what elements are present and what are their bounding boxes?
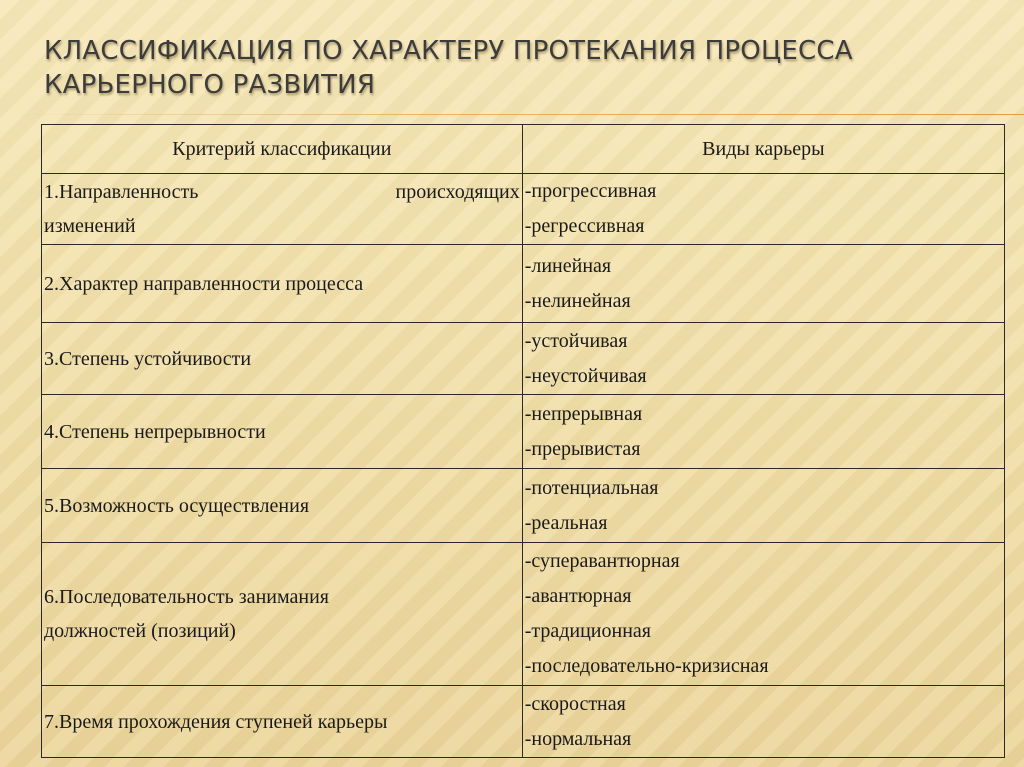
criterion-word: 1.Направленность	[44, 181, 199, 203]
types-cell	[522, 469, 1004, 543]
career-type: -авантюрная	[524, 585, 632, 607]
criterion-line: изменений	[44, 215, 136, 237]
types-cell	[522, 395, 1004, 469]
criterion-cell: 2.Характер направленности процесса	[42, 245, 523, 323]
slide-title: КЛАССИФИКАЦИЯ ПО ХАРАКТЕРУ ПРОТЕКАНИЯ ПРОЦЕССА КАРЬЕРНОГО РАЗВИТИЯ	[44, 36, 853, 100]
header-career-types: Виды карьеры	[522, 125, 1004, 174]
career-type: -неустойчивая	[524, 364, 647, 387]
table-row	[42, 686, 1005, 758]
table-row	[42, 469, 1005, 543]
career-type: -прогрессивная	[524, 180, 657, 202]
career-type: -прерывистая	[524, 437, 641, 460]
table-row	[42, 245, 1005, 323]
table-row	[42, 395, 1005, 469]
table-header-row	[42, 125, 1005, 174]
table-row	[42, 323, 1005, 395]
criterion-word: происходящих	[395, 181, 520, 203]
career-type: -потенциальная	[524, 476, 659, 499]
criterion-cell	[42, 543, 523, 686]
career-type: -традиционная	[524, 620, 651, 642]
types-cell	[522, 323, 1004, 395]
types-cell	[522, 245, 1004, 323]
types-cell	[522, 543, 1004, 686]
types-cell	[522, 686, 1004, 758]
career-type: -суперавантюрная	[524, 550, 680, 572]
career-type: -непрерывная	[524, 402, 643, 425]
classification-table	[41, 124, 1005, 758]
career-type: -реальная	[524, 511, 608, 534]
career-type: -устойчивая	[524, 329, 628, 352]
career-type: -регрессивная	[524, 215, 645, 237]
career-type: -скоростная	[524, 692, 626, 715]
criterion-line	[44, 175, 520, 209]
table-row	[42, 543, 1005, 686]
criterion-line: должностей (позиций)	[44, 620, 236, 642]
criterion-cell: 4.Степень непрерывности	[42, 395, 523, 469]
table-row	[42, 174, 1005, 245]
criterion-cell: 3.Степень устойчивости	[42, 323, 523, 395]
criterion-cell: 5.Возможность осуществления	[42, 469, 523, 543]
criterion-cell	[42, 174, 523, 245]
career-type: -последовательно-кризисная	[524, 655, 769, 677]
career-type: -нормальная	[524, 727, 632, 750]
career-type: -нелинейная	[524, 289, 631, 312]
career-type: -линейная	[524, 254, 612, 277]
criterion-line: 6.Последовательность занимания	[44, 586, 329, 608]
criterion-cell: 7.Время прохождения ступеней карьеры	[42, 686, 523, 758]
header-criterion: Критерий классификации	[42, 125, 523, 174]
types-cell	[522, 174, 1004, 245]
title-divider	[0, 114, 1024, 115]
